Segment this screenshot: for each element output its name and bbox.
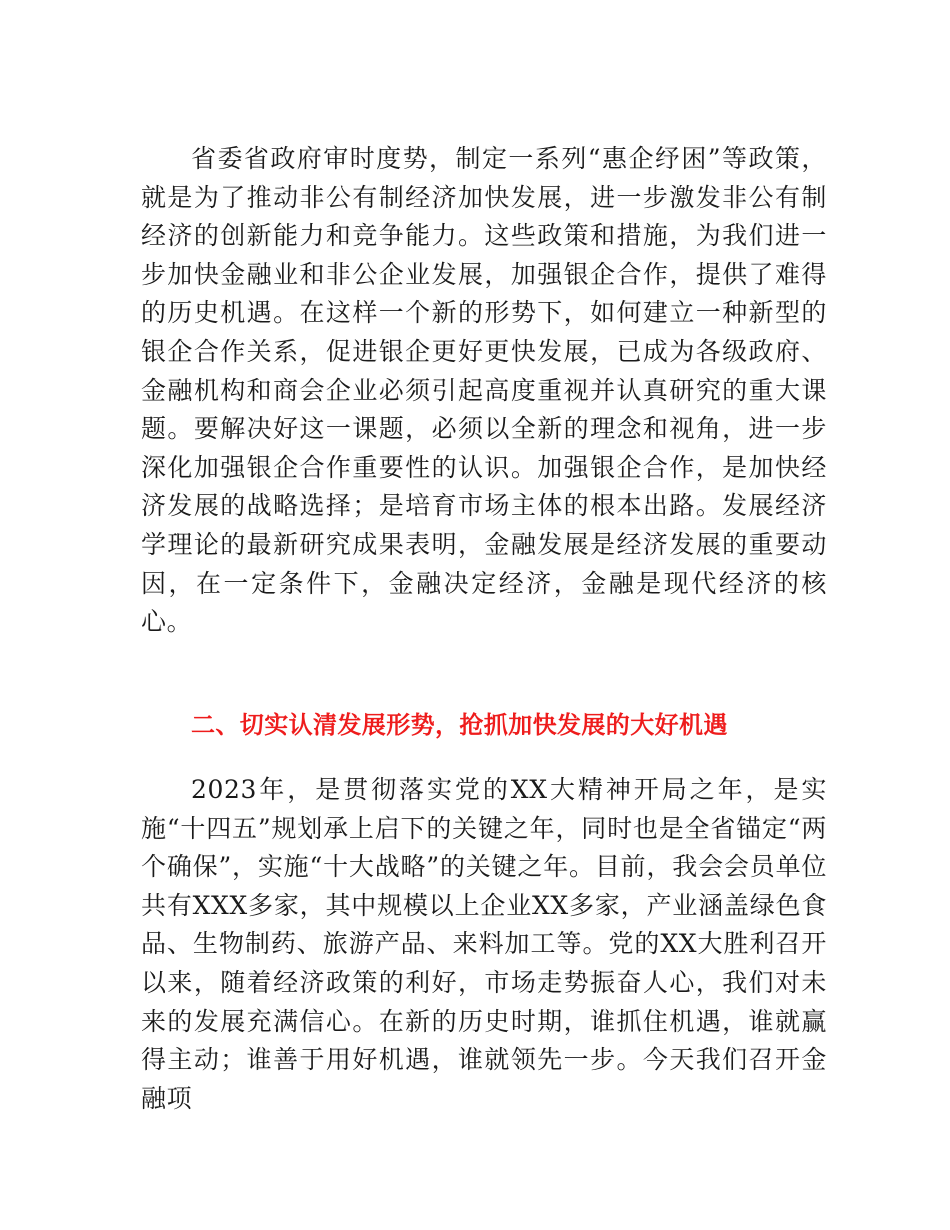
document-body xyxy=(141,140,827,1118)
body-paragraph-2: 2023年，是贯彻落实党的XX大精神开局之年，是实施“十四五”规划承上启下的关键之年，同时也是全省锚定“两个确保”，实施“十大战略”的关键之年。目前，我会会员单位共有XXX多家，其中规模以上企业XX多家，产业涵盖绿色食品、生物制药、旅游产品、来料加工等。党的XX大胜利召开以来，随着经济政策的利好，市场走势振奋人心，我们对未来的发展充满信心。在新的历史时期，谁抓住机遇，谁就赢得主动；谁善于用好机遇，谁就领先一步。今天我们召开金融项 xyxy=(141,775,827,1113)
section-heading: 二、切实认清发展形势，抢抓加快发展的大好机遇 xyxy=(191,711,728,739)
body-paragraph-1: 省委省政府审时度势，制定一系列“惠企纾困”等政策，就是为了推动非公有制经济加快发展，进一步激发非公有制经济的创新能力和竞争能力。这些政策和措施，为我们进一步加快金融业和非公企业发展，加强银企合作，提供了难得的历史机遇。在这样一个新的形势下，如何建立一种新型的银企合作关系，促进银企更好更快发展，已成为各级政府、金融机构和商会企业必须引起高度重视并认真研究的重大课题。要解决好这一课题，必须以全新的理念和视角，进一步深化加强银企合作重要性的认识。加强银企合作，是加快经济发展的战略选择；是培育市场主体的根本出路。发展经济学理论的最新研究成果表明，金融发展是经济发展的重要动因，在一定条件下，金融决定经济，金融是现代经济的核心。 xyxy=(141,144,827,637)
